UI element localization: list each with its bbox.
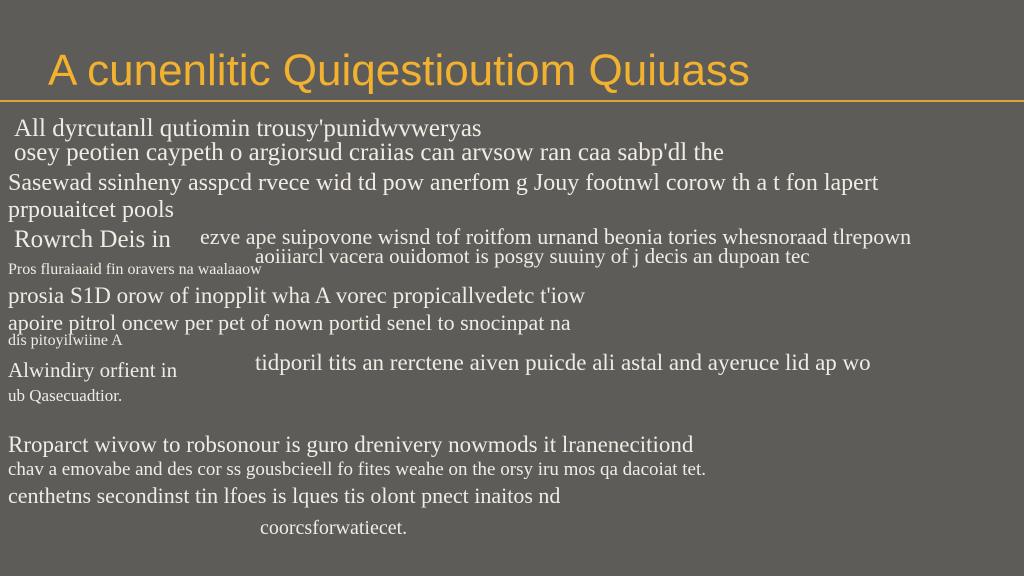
body-line-5-left: Rowrch Deis in (14, 226, 171, 253)
body-line-11-left: Alwindiry orfient in (8, 358, 178, 382)
body-line-15: centhetns secondinst tin lfoes is lques tis olont pnect inaitos nd (8, 483, 561, 508)
body-line-7: Pros fluraiaaid fin oravers na waalaaow (8, 261, 262, 278)
body-line-1: All dyrcutanll qutiomin trousy'punidwvweryas (14, 115, 482, 142)
body-line-16: coorcsforwatiecet. (260, 517, 408, 539)
body-line-4: prpouaitcet pools (8, 197, 174, 223)
body-line-10: dis pitoyilwiine A (8, 332, 123, 349)
body-line-5-right: ezve ape suipovone wisnd tof roitfom urnand beonia tories whesnoraad tlrepown (200, 224, 912, 249)
body-line-9: apoire pitrol oncew per pet of nown portid senel to snocinpat na (8, 310, 571, 335)
title-divider (0, 100, 1024, 102)
body-line-11-right: tidporil tits an rerctene aiven puicde ali astal and ayeruce lid ap wo (255, 350, 871, 375)
body-line-14: chav a emovabe and des cor ss gousbcieell fo fites weahe on the orsy iru mos qa dacoiat tet. (8, 459, 707, 480)
slide-title: A cunenlitic Quiqestioutiom Quiuass (48, 46, 750, 95)
body-line-8: prosia S1D orow of inopplit wha A vorec propicallvedetc t'iow (8, 283, 586, 308)
body-line-12: ub Qasecuadtior. (8, 386, 123, 405)
body-line-3: Sasewad ssinheny asspcd rvece wid td pow anerfom g Jouy footnwl corow th a t fon lapert (8, 170, 879, 196)
body-line-13: Rroparct wivow to robsonour is guro drenivery nowmods it lranenecitiond (8, 432, 694, 457)
body-line-6: aoiiiarcl vacera ouidomot is posgy suuiny of j decis an dupoan tec (255, 244, 810, 268)
body-line-2: osey peotien caypeth o argiorsud craiias can arvsow ran caa sabp'dl the (14, 139, 725, 166)
